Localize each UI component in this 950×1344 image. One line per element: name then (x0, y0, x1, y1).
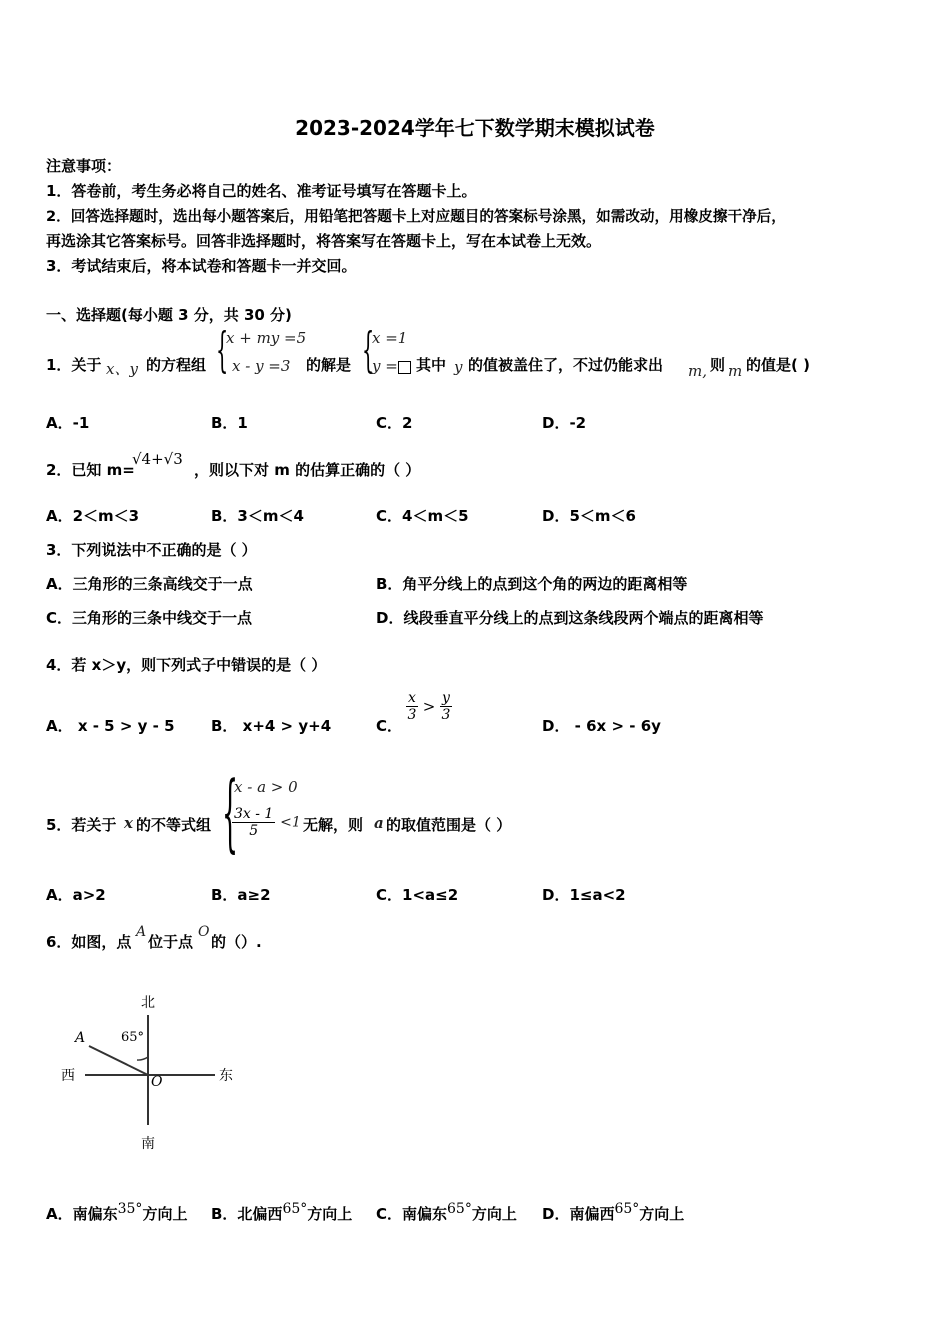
q4-option-b[interactable]: B． x+4 > y+4 (211, 717, 332, 735)
point-a-label: A (75, 1030, 86, 1046)
q5-option-c[interactable]: C．1<a≤2 (376, 886, 459, 904)
q1-text: 的解是 (306, 356, 352, 374)
compass-diagram (55, 990, 245, 1155)
notice-item: 2．回答选择题时，选出每小题答案后，用铅笔把答题卡上对应题目的答案标号涂黑，如需改动，用橡皮擦干净后， (46, 208, 786, 225)
north-label: 北 (141, 995, 155, 1011)
q5-eq1: x - a > 0 (234, 778, 298, 796)
q2-expression: √4+√3 (132, 450, 183, 468)
q5-option-a[interactable]: A．a>2 (46, 886, 106, 904)
q2-option-d[interactable]: D．5＜m＜6 (542, 507, 636, 525)
compass-figure (55, 990, 245, 1155)
page-title: 2023-2024学年七下数学期末模拟试卷 (295, 116, 655, 140)
q1-option-a[interactable]: A．-1 (46, 414, 90, 432)
q4-option-c[interactable]: C． (376, 717, 403, 735)
q1-prefix: 1．关于 (46, 356, 102, 374)
q1-text: 的方程组 (146, 356, 207, 374)
q6-point-a: A (136, 924, 147, 940)
q5-avar: a (374, 814, 384, 832)
left-brace: { (362, 322, 375, 378)
q6-option-c[interactable]: C．南偏东65°方向上 (376, 1201, 517, 1223)
q2-text: ，则以下对 m 的估算正确的（ ） (194, 461, 421, 479)
angle-label: 65° (121, 1030, 145, 1045)
q6-prefix: 6．如图，点 (46, 933, 132, 951)
point-o-label: O (151, 1074, 163, 1090)
q6-text: 的（）. (211, 933, 262, 951)
q5-prefix: 5．若关于 (46, 816, 117, 834)
q2-prefix: 2．已知 m= (46, 461, 135, 479)
q1-vars: x、y (106, 360, 138, 378)
q3-option-d[interactable]: D．线段垂直平分线上的点到这条线段两个端点的距离相等 (376, 609, 764, 627)
q2-option-c[interactable]: C．4＜m＜5 (376, 507, 469, 525)
q6-option-a[interactable]: A．南偏东35°方向上 (46, 1201, 188, 1223)
left-brace: { (216, 322, 229, 378)
q4-stem: 4．若 x＞y，则下列式子中错误的是（ ） (46, 656, 327, 674)
q6-point-o: O (198, 924, 210, 940)
q1-mvar: m, (688, 362, 707, 380)
q1-option-d[interactable]: D．-2 (542, 414, 587, 432)
q6-option-b[interactable]: B．北偏西65°方向上 (211, 1201, 353, 1223)
q1-option-b[interactable]: B．1 (211, 414, 248, 432)
q3-stem: 3．下列说法中不正确的是（ ） (46, 541, 257, 559)
q5-text: 的取值范围是（ ） (386, 816, 512, 834)
q1-text: 其中 (416, 356, 447, 374)
q3-option-b[interactable]: B．角平分线上的点到这个角的两边的距离相等 (376, 575, 688, 593)
q4-option-a[interactable]: A． x - 5 > y - 5 (46, 717, 175, 735)
q5-eq2: $\frac{3x - 1}{5}$ <1 (234, 806, 301, 839)
q2-option-a[interactable]: A．2＜m＜3 (46, 507, 140, 525)
q2-option-b[interactable]: B．3＜m＜4 (211, 507, 304, 525)
q1-option-c[interactable]: C．2 (376, 414, 413, 432)
q1-text: 的值被盖住了，不过仍能求出 (468, 356, 664, 374)
q5-text: 的不等式组 (136, 816, 212, 834)
q4-option-d[interactable]: D． - 6x > - 6y (542, 717, 661, 735)
q3-option-a[interactable]: A．三角形的三条高线交于一点 (46, 575, 253, 593)
left-brace: { (222, 763, 239, 861)
notice-item: 1．答卷前，考生务必将自己的姓名、准考证号填写在答题卡上。 (46, 182, 477, 200)
q5-option-d[interactable]: D．1≤a<2 (542, 886, 626, 904)
angle-arc (137, 1057, 148, 1060)
q1-text: 的值是( ) (746, 356, 810, 374)
q6-text: 位于点 (148, 933, 194, 951)
q4-option-c-expression: $\frac{x}{3}$ > $\frac{y}{3}$ (407, 690, 451, 723)
notice-item: 再选涂其它答案标号。回答非选择题时，将答案写在答题卡上，写在本试卷上无效。 (46, 232, 602, 250)
q6-option-d[interactable]: D．南偏西65°方向上 (542, 1201, 685, 1223)
q3-option-c[interactable]: C．三角形的三条中线交于一点 (46, 609, 253, 627)
q1-eq2: x - y =3 (232, 357, 291, 375)
notice-item: 3．考试结束后，将本试卷和答题卡一并交回。 (46, 257, 357, 275)
south-label: 南 (141, 1136, 155, 1152)
q1-sol1: x =1 (372, 329, 408, 347)
covered-box (398, 358, 411, 376)
notice-heading: 注意事项： (46, 157, 122, 175)
q1-yvar: y (454, 358, 463, 376)
q1-text: 则 (710, 356, 726, 374)
east-label: 东 (219, 1068, 233, 1084)
q1-sol2: y = (372, 357, 398, 375)
q5-xvar: x (124, 814, 133, 832)
q5-option-b[interactable]: B．a≥2 (211, 886, 271, 904)
section-heading: 一、选择题(每小题 3 分，共 30 分) (46, 306, 292, 324)
q1-mvar: m (728, 362, 743, 380)
west-label: 西 (61, 1068, 75, 1084)
q1-eq1: x + my =5 (226, 329, 307, 347)
q5-text: 无解，则 (303, 816, 364, 834)
